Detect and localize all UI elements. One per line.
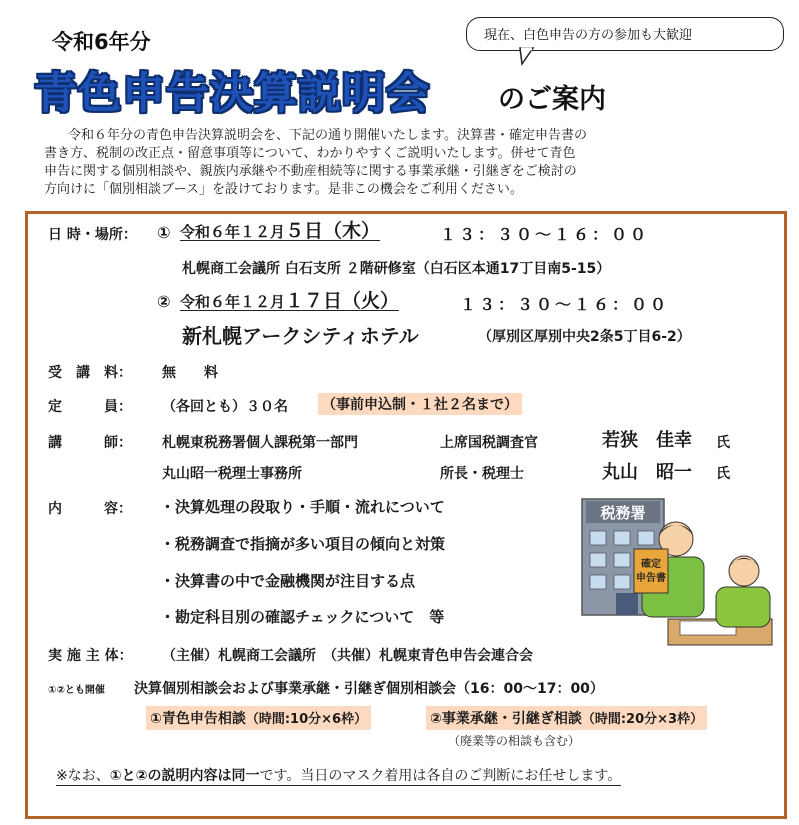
person2-head [729, 556, 759, 586]
lecturer-title: 所長・税理士 [440, 466, 524, 482]
consultation-item2 [426, 706, 707, 730]
intro-text [44, 127, 784, 199]
content-item: ・決算書の中で金融機関が注目する点 [160, 572, 416, 590]
lecturer-name: 丸山 昭一 [602, 462, 692, 483]
fee-value: 無 料 [162, 365, 218, 381]
session2-date-prefix: 令和６年１２月 [180, 293, 286, 311]
footer-post: です。当日のマスク着用は各自のご判断にお任せします。 [259, 768, 622, 784]
consultation-prefix: ①②とも開催 [48, 685, 105, 696]
main-title: 青色申告決算説明会 [34, 69, 430, 119]
lecturer-suffix: 氏 [716, 466, 730, 482]
session1-venue: 札幌商工会議所 白石支所 ２階研修室（白石区本通17丁目南5-15） [182, 261, 611, 277]
paper-text-2: 申告書 [636, 573, 666, 584]
lecturer-suffix: 氏 [716, 435, 730, 451]
building-door [616, 593, 638, 615]
session1-number: ① [157, 223, 171, 242]
lecturer-title: 上席国税調査官 [440, 435, 538, 451]
session1-date [180, 216, 380, 241]
intro-line: 令和６年分の青色申告決算説明会を、下記の通り開催いたします。決算書・確定申告書の [68, 128, 587, 143]
session2-date [180, 286, 399, 311]
consultation-item1-time: （時間:10分×6枠） [245, 712, 368, 727]
lecturer-org: 丸山昭一税理士事務所 [162, 466, 302, 482]
lecturers-label: 講 師： [48, 435, 132, 451]
content-label: 内 容： [48, 501, 132, 517]
building-sign-text: 税務署 [600, 504, 646, 522]
content-item: ・勘定科目別の確認チェックについて 等 [160, 608, 445, 626]
consultation-item2-time: （時間:20分×3枠） [581, 712, 704, 727]
tax-office-illustration [576, 497, 776, 657]
footer-pre: ※なお、 [56, 768, 110, 784]
footer-note [56, 765, 621, 786]
content-item: ・税務調査で指摘が多い項目の傾向と対策 [160, 535, 446, 553]
organizer-value: （主催）札幌商工会議所 （共催）札幌東青色申告会連合会 [162, 648, 533, 664]
capacity-note: （事前申込制・１社２名まで） [318, 393, 522, 415]
consultation-item1-label: ①青色申告相談 [150, 711, 246, 727]
person2-body [716, 587, 770, 627]
session1-time: １３：３０～１６：００ [440, 225, 650, 244]
session2-number: ② [157, 292, 171, 311]
session2-venue: 新札幌アークシティホテル [182, 324, 419, 348]
consultation-item2-note: （廃業等の相談も含む） [448, 734, 581, 748]
content-item: ・決算処理の段取り・手順・流れについて [160, 498, 445, 516]
lecturer-org: 札幌東税務署個人課税第一部門 [162, 435, 358, 451]
consultation-item2-label: ②事業承継・引継ぎ相談 [430, 711, 582, 727]
session1-date-prefix: 令和６年１２月 [180, 223, 286, 241]
title-suffix: のご案内 [498, 84, 606, 115]
callout-text: 現在、白色申告の方の参加も大歓迎 [484, 28, 693, 43]
intro-line: 書き方、税制の改正点・留意事項等について、わかりやすくご説明いたします。併せて青色 [44, 146, 576, 161]
lecturer-name: 若狭 佳幸 [602, 430, 692, 451]
consultation-title: 決算個別相談会および事業承継・引継ぎ個別相談会（16：00～17：00） [134, 681, 604, 697]
year-label: 令和6年分 [52, 30, 151, 54]
session2-time: １３：３０～１６：００ [460, 295, 670, 314]
capacity-label: 定 員： [48, 399, 132, 415]
organizer-label: 実 施 主 体： [48, 648, 133, 664]
session2-day: １７日（火） [285, 290, 400, 312]
footer-emph: ①と②の説明内容は同一 [109, 768, 260, 784]
consultation-item1 [146, 706, 371, 730]
intro-line: 申告に関する個別相談や、親族内承継や不動産相続等に関する事業承継・引継ぎをご検討の [44, 164, 577, 179]
session1-day: ５日（木） [285, 220, 381, 242]
intro-line: 方向けに「個別相談ブース」を設けております。是非この機会をご利用ください。 [44, 182, 523, 197]
schedule-label: 日 時・場所： [48, 227, 137, 243]
capacity-value: （各回とも）３０名 [162, 399, 288, 415]
session2-address: （厚別区厚別中央2条5丁目6-2） [478, 329, 691, 345]
paper-text-1: 確定 [641, 559, 661, 570]
paper-document [634, 549, 668, 593]
fee-label: 受 講 料： [48, 365, 132, 381]
